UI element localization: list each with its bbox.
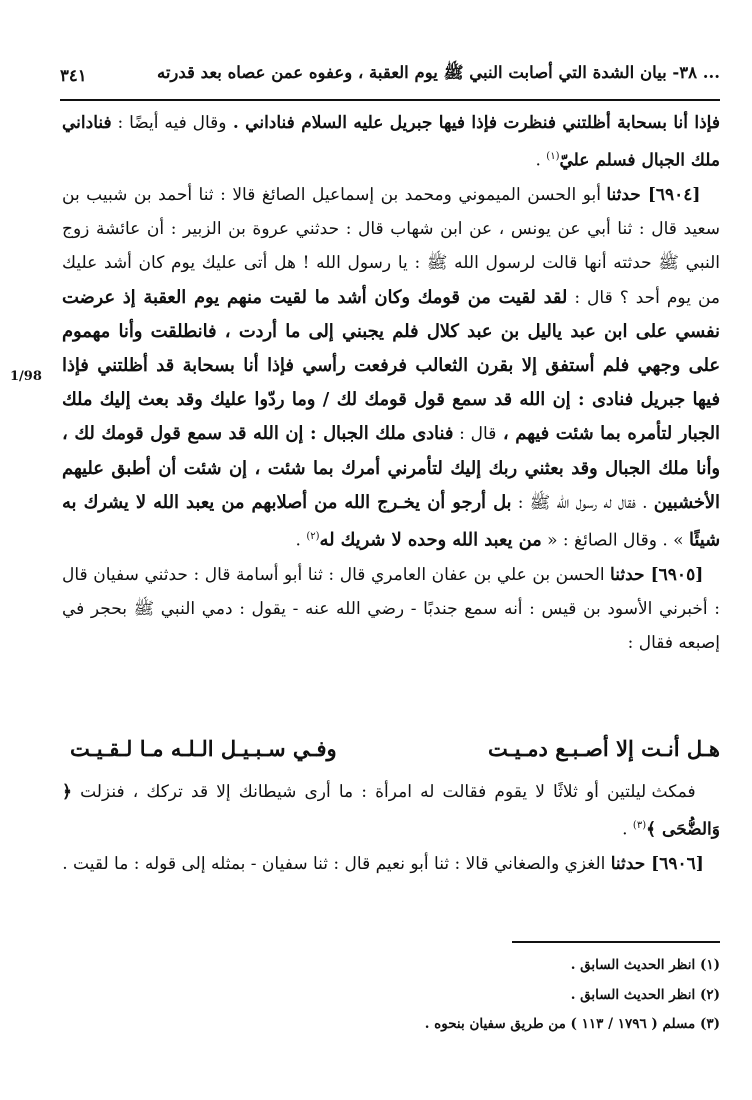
narrator-note: وقال فيه أيضًا : xyxy=(111,113,227,133)
isnad-text: أبو الحسن الميموني ومحمد بن إسماعيل الصائغ قالا : ثنا أحمد بن شبيب بن سعيد قال : ثنا أبي عن يونس ، عن ابن شهاب قال : حدثني عروة بن الزبير : أن عائشة زوج النبي ﷺ حدثته أنها قالت لرسول الله ﷺ : يا رسول الله ! هل أتى عليك يوم كان أشد عليك من يوم أحد ؟ قال : xyxy=(62,185,720,308)
narrator-note: . فقال له رسول الله ﷺ : xyxy=(511,492,654,513)
matn-text: من يعبد الله وحده لا شريك له xyxy=(319,529,542,551)
isnad-text: الغزي والصغاني قالا : ثنا أبو نعيم قال : ثنا سفيان - بمثله إلى قوله : ما لقيت . xyxy=(62,854,611,875)
narration-text: فمكث ليلتين أو ثلاثًا لا يقوم فقالت له امرأة : ما أرى شيطانك إلا قد تركك ، فنزلت xyxy=(71,782,696,802)
hadith-number: [٦٩٠٦] xyxy=(651,854,704,875)
main-text-continued xyxy=(62,775,720,881)
margin-folio-note: 1/98 xyxy=(10,369,42,384)
footnote-ref: (٣) xyxy=(632,820,647,832)
poem-hemistich-first: هـل أنـت إلا أصـبـع دمـيـت xyxy=(488,735,720,761)
poem-verse xyxy=(70,727,720,769)
footnote-3: (٣) مسلم ( ١٧٩٦ / ١١٣ ) من طريق سفيان بنحوه . xyxy=(424,1016,720,1032)
paragraph-after-poem xyxy=(62,775,720,847)
running-header xyxy=(60,58,720,92)
paragraph-continuation xyxy=(62,106,720,178)
hadith-text: فناداني ملك الجبال فسلم عليّ xyxy=(62,113,720,171)
hadith-6904 xyxy=(62,178,720,558)
footnote-divider xyxy=(512,941,720,943)
narrator-note: قال : xyxy=(453,424,497,445)
hadith-number: [٦٩٠٤] xyxy=(647,185,701,206)
punctuation: . xyxy=(295,530,307,551)
footnote-1: (١) انظر الحديث السابق . xyxy=(570,957,720,973)
hadith-6905 xyxy=(62,558,720,661)
matn-text: لقد لقيت من قومك وكان أشد ما لقيت منهم يوم العقبة إذ عرضت نفسي على ابن عبد ياليل بن عبد كلال فلم يجبني إلى ما أردت ، فانطلقت وأنا مهموم على وجهي فلم أستفق إلا بقرن الثعالب فرفعت رأسي فإذا أنا بسحابة قد أظلتني فإذا فيها جبريل فنادى : إن الله قد سمع قول قومك لك / وما ردّوا عليك وقد بعث إليك ملك الجبار لتأمره بما شئت فيهم ، xyxy=(62,286,720,445)
isnad-text: الحسن بن علي بن عفان العامري قال : ثنا أبو أسامة قال : حدثني سفيان قال : أخبرني الأسود بن قيس : أنه سمع جندبًا - رضي الله عنه - يقول : دمي النبي ﷺ بحجر في إصبعه فقال : xyxy=(62,564,720,654)
punctuation: . xyxy=(535,150,547,171)
hadith-text: فإذا أنا بسحابة أظلتني فنظرت فإذا فيها جبريل عليه السلام فناداني . xyxy=(226,113,720,133)
footnote-2: (٢) انظر الحديث السابق . xyxy=(570,986,720,1003)
poem-hemistich-second: وفـي سـبـيـل الـلـه مـا لـقـيـت xyxy=(70,735,337,761)
punctuation: . xyxy=(622,819,633,840)
hadith-number: [٦٩٠٥] xyxy=(650,564,704,585)
matn-text: بل أرجو أن يخـرج الله من أصلابهم من يعبد الله لا يشرك به شيئًا xyxy=(62,491,720,551)
footnote-ref: (١) xyxy=(546,151,560,163)
haddathana-label: حدثنا xyxy=(606,185,648,206)
haddathana-label: حدثنا xyxy=(610,564,651,585)
haddathana-label: حدثنا xyxy=(610,854,652,875)
header-title: ٣٨- بيان الشدة التي أصابت النبي ﷺ يوم العقبة ، وعفوه عمن عصاه بعد قدرته ... xyxy=(156,63,720,82)
matn-text: فنادى ملك الجبال : إن الله قد سمع قول قومك لك ، وأنا ملك الجبال وقد بعثني ربك إليك لتأمرني أمرك بما شئت ، إن شئت أن أطبق عليهم الأخشبين xyxy=(62,423,720,513)
page-number: ٣٤١ xyxy=(60,65,87,85)
header-divider xyxy=(60,99,720,101)
footnotes xyxy=(62,951,720,1040)
footnote-ref: (٢) xyxy=(306,531,320,543)
main-text xyxy=(62,106,720,661)
narrator-note: » . وقال الصائغ : « xyxy=(541,530,689,551)
hadith-6906 xyxy=(62,847,720,881)
quran-quote: ﴿ وَالضُّحَى ﴾ xyxy=(62,782,720,840)
